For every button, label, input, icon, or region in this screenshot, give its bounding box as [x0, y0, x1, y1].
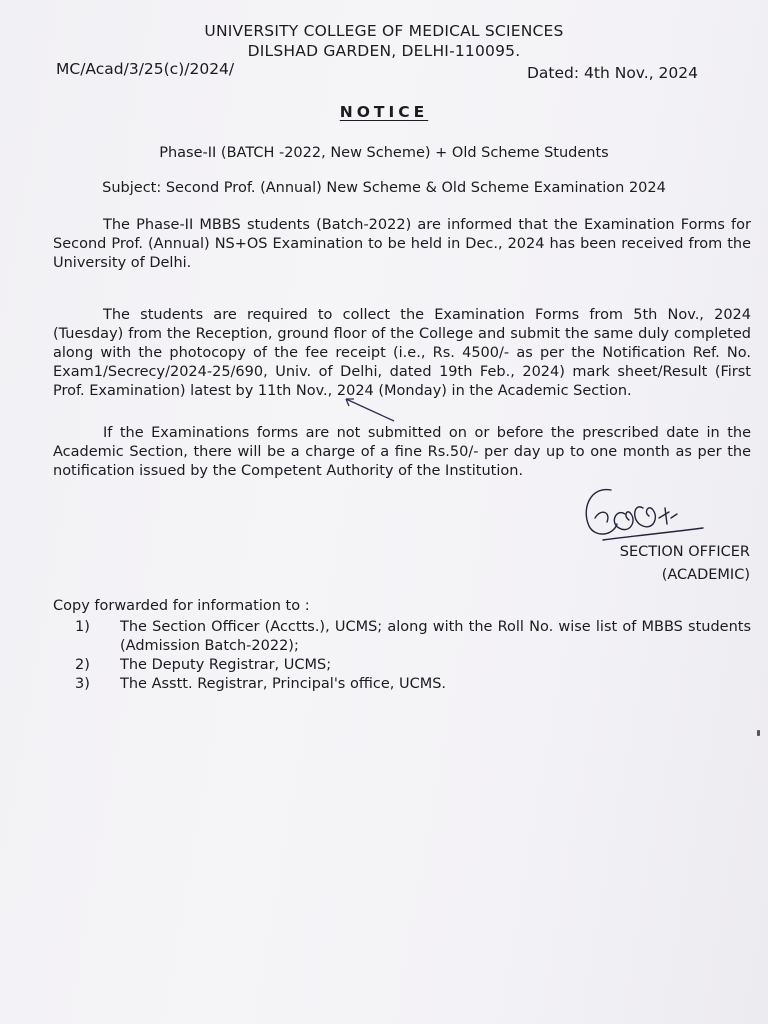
signatory-title: SECTION OFFICER — [619, 544, 750, 560]
phase-line: Phase-II (BATCH -2022, New Scheme) + Old Scheme Students — [159, 145, 609, 161]
copy-forwarded-list — [75, 618, 751, 694]
handwritten-arrow-icon — [342, 395, 402, 425]
university-address: DILSHAD GARDEN, DELHI-110095. — [247, 42, 521, 60]
subject-line: Subject: Second Prof. (Annual) New Scheme & Old Scheme Examination 2024 — [102, 180, 666, 196]
list-item-text: The Deputy Registrar, UCMS; — [120, 657, 332, 673]
paragraph-2 — [53, 306, 751, 401]
notice-date: Dated: 4th Nov., 2024 — [527, 64, 698, 82]
paper-speck — [757, 730, 760, 736]
paragraph-1 — [53, 216, 751, 273]
list-item-number: 1) — [75, 619, 90, 635]
paragraph-3 — [53, 424, 751, 481]
paragraph-1-text: The Phase-II MBBS students (Batch-2022) are informed that the Examination Forms for Second Prof. (Annual) NS+OS Examination to be held in Dec., 2024 has been received from the University of Delhi. — [53, 217, 751, 271]
list-item-number: 2) — [75, 657, 90, 673]
paragraph-2-text: The students are required to collect the Examination Forms from 5th Nov., 2024 (Tuesday) from the Reception, ground floor of the College and submit the same duly completed along with the photocopy of the fee receipt (i.e., Rs. 4500/- as per the Notification Ref. No. Exam1/Secrecy/2024-25/690, Univ. of Delhi, dated 19th Feb., 2024) mark sheet/Result (First Prof. Examination) latest by 11th Nov., 2024 (Monday) in the Academic Section. — [53, 307, 751, 399]
notice-title-text: NOTICE — [339, 103, 429, 121]
signatory-block — [600, 541, 750, 587]
notice-title — [0, 103, 768, 121]
copy-forwarded-heading: Copy forwarded for information to : — [53, 598, 310, 614]
list-item-text: The Section Officer (Acctts.), UCMS; along with the Roll No. wise list of MBBS students (Admission Batch-2022); — [120, 619, 751, 654]
paragraph-3-text: If the Examinations forms are not submitted on or before the prescribed date in the Academic Section, there will be a charge of a fine Rs.50/- per day up to one month as per the notification issued by the Competent Authority of the Institution. — [53, 425, 751, 479]
list-item — [75, 675, 751, 694]
signatory-department: (ACADEMIC) — [661, 567, 750, 583]
university-name: UNIVERSITY COLLEGE OF MEDICAL SCIENCES — [204, 22, 564, 40]
reference-number: MC/Acad/3/25(c)/2024/ — [56, 60, 235, 78]
list-item-text: The Asstt. Registrar, Principal's office, UCMS. — [120, 676, 447, 692]
list-item — [75, 656, 751, 675]
list-item-number: 3) — [75, 676, 90, 692]
list-item — [75, 618, 751, 656]
